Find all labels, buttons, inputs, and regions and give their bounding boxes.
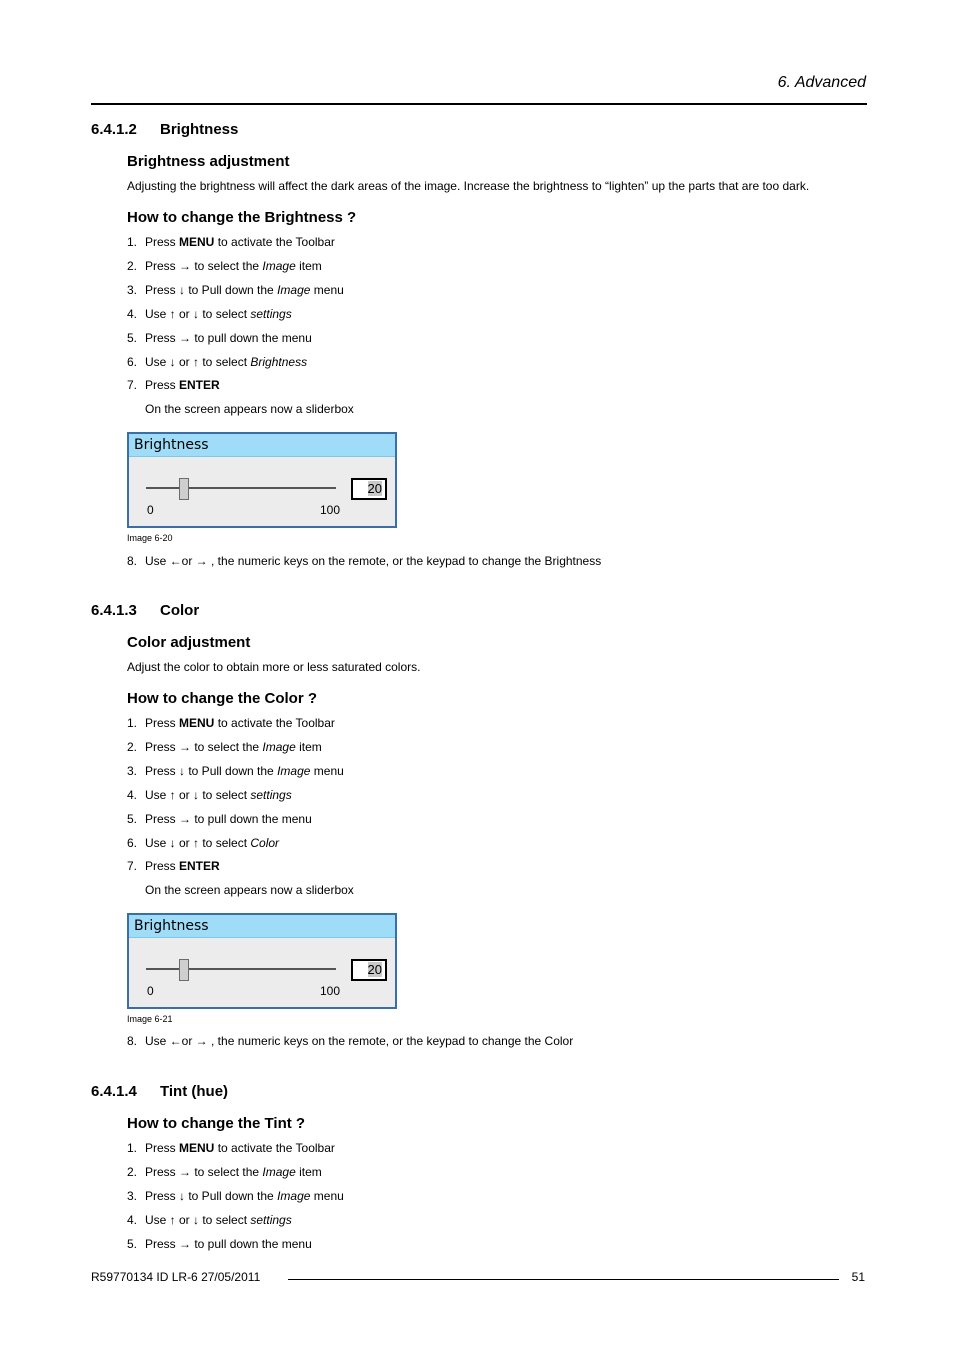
subheading-how-color: How to change the Color ? bbox=[127, 690, 317, 707]
step-number: 7. bbox=[127, 378, 138, 393]
color-sliderbox bbox=[127, 913, 397, 1009]
slider-thumb[interactable] bbox=[179, 478, 189, 500]
step-text: Press bbox=[145, 1141, 180, 1155]
step-keyword: MENU bbox=[179, 1141, 215, 1155]
step-keyword: ENTER bbox=[179, 378, 220, 393]
step-text: Use ↓ or ↑ to select bbox=[145, 835, 251, 850]
step-text: Press bbox=[145, 859, 180, 874]
footer-doc-id: R59770134 ID LR-6 27/05/2011 bbox=[91, 1270, 261, 1284]
section-number: 6.4.1.3 bbox=[91, 602, 137, 619]
paragraph-brightness: Adjusting the brightness will affect the dark areas of the image. Increase the brightness to “lighten” up the parts that are too dark. bbox=[127, 179, 810, 193]
step-item: Color bbox=[250, 835, 280, 850]
slider-max-label: 100 bbox=[320, 503, 341, 517]
step-item: Image bbox=[262, 739, 296, 754]
step-1 bbox=[127, 235, 335, 249]
step-text-end: item bbox=[295, 1164, 322, 1179]
paragraph-color: Adjust the color to obtain more or less saturated colors. bbox=[127, 660, 421, 674]
step-text: Press → to pull down the menu bbox=[145, 330, 312, 345]
step-2 bbox=[127, 259, 322, 273]
step-text: Use ↑ or ↓ to select bbox=[145, 306, 251, 321]
step-item: Brightness bbox=[250, 354, 308, 369]
section-title: Brightness bbox=[160, 121, 239, 138]
step-text-end: menu bbox=[310, 282, 344, 297]
step-text: Use ↑ or ↓ to select bbox=[145, 787, 251, 802]
step-text: Press ↓ to Pull down the bbox=[145, 282, 278, 297]
step-text-end: item bbox=[295, 258, 322, 273]
step-text: Press → to pull down the menu bbox=[145, 811, 312, 826]
note-sliderbox: On the screen appears now a sliderbox bbox=[145, 402, 354, 416]
slider-max-label: 100 bbox=[320, 984, 341, 998]
image-caption: Image 6-20 bbox=[127, 533, 173, 543]
step-number: 6. bbox=[127, 835, 138, 850]
step-text-end: menu bbox=[310, 1188, 344, 1203]
step-number: 4. bbox=[127, 1212, 138, 1227]
step-keyword: MENU bbox=[179, 716, 215, 730]
step-2 bbox=[127, 1165, 322, 1179]
step-text-end: item bbox=[295, 739, 322, 754]
step-text-end: menu bbox=[310, 763, 344, 778]
step-text: Use ←or → , the numeric keys on the remote, or the keypad to change the Color bbox=[145, 1034, 574, 1048]
slider-value: 20 bbox=[367, 481, 382, 496]
slider-value-field[interactable] bbox=[351, 959, 387, 981]
step-6 bbox=[127, 836, 279, 850]
footer-rule bbox=[288, 1279, 839, 1280]
step-3 bbox=[127, 283, 344, 297]
step-5 bbox=[127, 1237, 312, 1251]
step-number: 5. bbox=[127, 330, 138, 345]
step-3 bbox=[127, 1189, 344, 1203]
note-sliderbox: On the screen appears now a sliderbox bbox=[145, 883, 354, 897]
step-text: Press → to select the bbox=[145, 258, 263, 273]
step-text: Use ←or → , the numeric keys on the remote, or the keypad to change the Brightness bbox=[145, 554, 602, 568]
step-8-color bbox=[127, 1034, 573, 1048]
section-title: Tint (hue) bbox=[160, 1083, 229, 1100]
slider-track[interactable] bbox=[146, 968, 336, 970]
step-number: 8. bbox=[127, 554, 138, 568]
step-text: Press ↓ to Pull down the bbox=[145, 763, 278, 778]
step-number: 4. bbox=[127, 306, 138, 321]
subheading-brightness-adjustment: Brightness adjustment bbox=[127, 153, 290, 170]
step-5 bbox=[127, 331, 312, 345]
step-6 bbox=[127, 355, 307, 369]
step-4 bbox=[127, 307, 292, 321]
step-1 bbox=[127, 716, 335, 730]
step-4 bbox=[127, 1213, 292, 1227]
step-number: 3. bbox=[127, 1188, 138, 1203]
step-4 bbox=[127, 788, 292, 802]
step-item: settings bbox=[250, 1212, 292, 1227]
step-text: Press bbox=[145, 716, 180, 730]
step-item: Image bbox=[277, 282, 311, 297]
sliderbox-title: Brightness bbox=[129, 434, 395, 457]
image-caption: Image 6-21 bbox=[127, 1014, 173, 1024]
step-number: 8. bbox=[127, 1034, 138, 1048]
step-number: 4. bbox=[127, 787, 138, 802]
slider-min-label: 0 bbox=[147, 503, 154, 517]
step-item: settings bbox=[250, 306, 292, 321]
slider-value: 20 bbox=[367, 962, 382, 977]
step-text: Use ↓ or ↑ to select bbox=[145, 354, 251, 369]
header-rule bbox=[91, 103, 867, 105]
subheading-how-tint: How to change the Tint ? bbox=[127, 1115, 306, 1132]
step-keyword: ENTER bbox=[179, 859, 220, 874]
step-item: settings bbox=[250, 787, 292, 802]
section-heading-color bbox=[91, 602, 199, 619]
step-number: 2. bbox=[127, 258, 138, 273]
step-number: 3. bbox=[127, 282, 138, 297]
step-number: 7. bbox=[127, 859, 138, 874]
slider-thumb[interactable] bbox=[179, 959, 189, 981]
step-item: Image bbox=[277, 763, 311, 778]
brightness-sliderbox bbox=[127, 432, 397, 528]
step-text: Use ↑ or ↓ to select bbox=[145, 1212, 251, 1227]
step-number: 3. bbox=[127, 763, 138, 778]
step-7 bbox=[127, 859, 220, 873]
step-number: 6. bbox=[127, 354, 138, 369]
page-number: 51 bbox=[851, 1270, 865, 1284]
step-text-end: to activate the Toolbar bbox=[214, 716, 335, 730]
step-text: Press ↓ to Pull down the bbox=[145, 1188, 278, 1203]
section-number: 6.4.1.4 bbox=[91, 1083, 137, 1100]
step-5 bbox=[127, 812, 312, 826]
step-2 bbox=[127, 740, 322, 754]
chapter-header: 6. Advanced bbox=[777, 74, 866, 91]
step-8-brightness bbox=[127, 554, 601, 568]
step-text-end: to activate the Toolbar bbox=[214, 1141, 335, 1155]
sliderbox-title: Brightness bbox=[129, 915, 395, 938]
step-number: 1. bbox=[127, 1141, 138, 1155]
step-number: 1. bbox=[127, 235, 138, 249]
slider-value-field[interactable] bbox=[351, 478, 387, 500]
step-1 bbox=[127, 1141, 335, 1155]
section-number: 6.4.1.2 bbox=[91, 121, 137, 138]
step-number: 1. bbox=[127, 716, 138, 730]
step-number: 2. bbox=[127, 1164, 138, 1179]
section-heading-tint bbox=[91, 1083, 228, 1100]
step-keyword: MENU bbox=[179, 235, 215, 249]
step-text: Press → to select the bbox=[145, 1164, 263, 1179]
slider-track[interactable] bbox=[146, 487, 336, 489]
step-7 bbox=[127, 378, 220, 392]
step-item: Image bbox=[277, 1188, 311, 1203]
step-number: 5. bbox=[127, 1236, 138, 1251]
step-text: Press bbox=[145, 378, 180, 393]
step-text-end: to activate the Toolbar bbox=[214, 235, 335, 249]
subheading-how-brightness: How to change the Brightness ? bbox=[127, 209, 357, 226]
step-3 bbox=[127, 764, 344, 778]
section-heading-brightness bbox=[91, 121, 238, 138]
slider-min-label: 0 bbox=[147, 984, 154, 998]
step-item: Image bbox=[262, 258, 296, 273]
section-title: Color bbox=[160, 602, 200, 619]
step-text: Press → to select the bbox=[145, 739, 263, 754]
step-item: Image bbox=[262, 1164, 296, 1179]
step-text: Press bbox=[145, 235, 180, 249]
step-number: 5. bbox=[127, 811, 138, 826]
step-number: 2. bbox=[127, 739, 138, 754]
step-text: Press → to pull down the menu bbox=[145, 1236, 312, 1251]
subheading-color-adjustment: Color adjustment bbox=[127, 634, 251, 651]
